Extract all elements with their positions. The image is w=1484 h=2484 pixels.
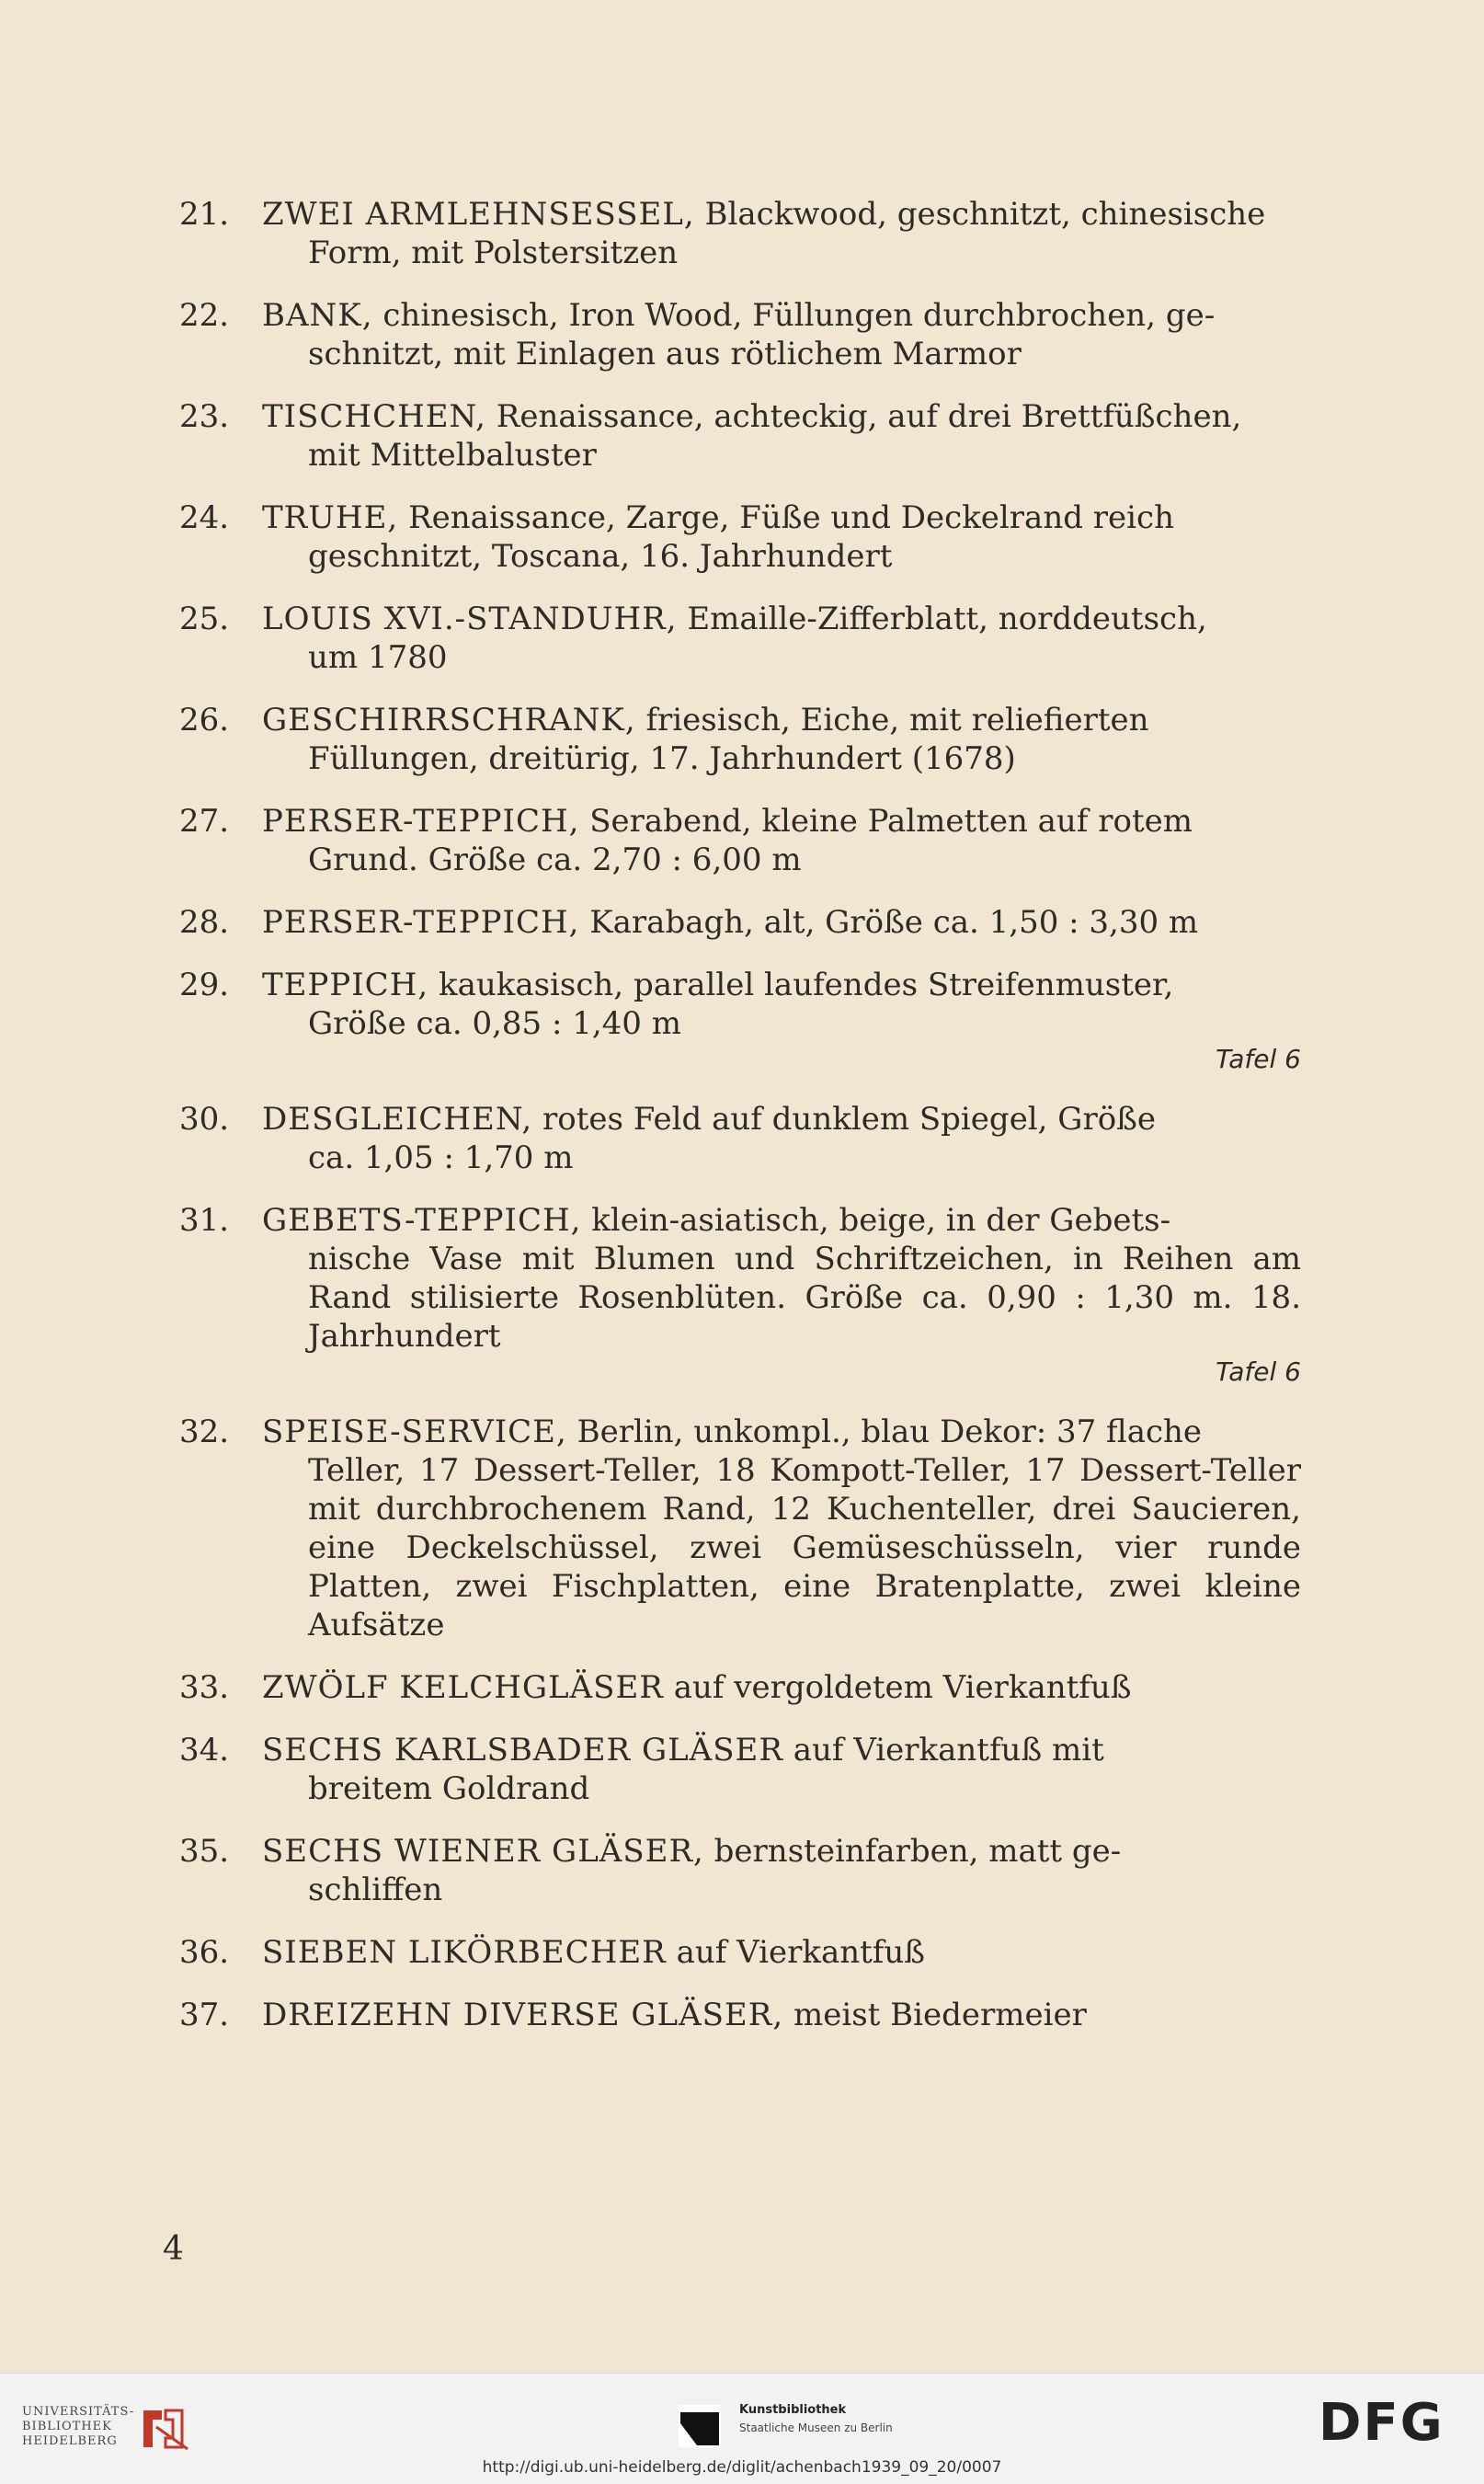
entry-description-continued: ca. 1,05 : 1,70 m <box>308 1139 574 1176</box>
entry-number: 36. <box>179 1934 230 1971</box>
entry-title: SPEISE-SERVICE, <box>262 1414 567 1450</box>
entry-description-continued: geschnitzt, Toscana, 16. Jahrhundert <box>308 538 893 575</box>
catalog-entry <box>179 195 1301 272</box>
entry-text <box>262 966 1301 1043</box>
page-number: 4 <box>163 2230 184 2268</box>
plate-reference: Tafel 6 <box>1216 1044 1301 1074</box>
entry-description: Berlin, unkompl., blau Dekor: 37 flache <box>576 1414 1203 1450</box>
catalog-entry <box>179 1668 1301 1707</box>
entry-title: SIEBEN LIKÖRBECHER <box>262 1934 667 1971</box>
entry-description-continued: nische Vase mit Blumen und Schriftzeichen, in Reihen am Rand stilisierte Rosenblüten. Größe ca. 0,90 : 1,30 m. 18. Jahrhundert <box>308 1241 1301 1355</box>
entry-text <box>262 1668 1301 1707</box>
entry-number: 33. <box>179 1669 230 1706</box>
entry-title: SECHS WIENER GLÄSER, <box>262 1833 704 1870</box>
entry-title: DREIZEHN DIVERSE GLÄSER, <box>262 1997 784 2033</box>
entry-description-continued: Teller, 17 Dessert-Teller, 18 Kompott-Teller, 17 Dessert-Teller mit durchbrochenem Rand, 12 Kuchenteller, drei Saucieren, eine Deckelschüssel, zwei Gemüseschüsseln, vier runde Platten, zwei Fischplatten, eine Bratenplatte, zwei kleine Aufsätze <box>308 1452 1301 1643</box>
permalink-url[interactable]: http://digi.ub.uni-heidelberg.de/diglit/achenbach1939_09_20/0007 <box>482 2458 1002 2477</box>
catalog-entry <box>179 802 1301 879</box>
entry-title: ZWÖLF KELCHGLÄSER <box>262 1669 664 1706</box>
catalog-entry <box>179 903 1301 942</box>
catalog-entry <box>179 1201 1301 1389</box>
entry-text <box>262 397 1301 475</box>
entry-description-continued: schliffen <box>308 1872 443 1908</box>
catalog-entry <box>179 600 1301 677</box>
library-line-2: BIBLIOTHEK <box>22 2420 112 2433</box>
entry-text <box>262 1933 1301 1972</box>
entry-number: 24. <box>179 499 230 536</box>
catalog-entry <box>179 1996 1301 2034</box>
library-line-1: UNIVERSITÄTS- <box>22 2405 135 2419</box>
entry-description: Renaissance, achteckig, auf drei Brettfüßchen, <box>496 398 1242 435</box>
entry-text <box>262 903 1301 942</box>
entry-title: ZWEI ARMLEHNSESSEL, <box>262 196 695 233</box>
entry-description: Karabagh, alt, Größe ca. 1,50 : 3,30 m <box>589 904 1199 941</box>
catalog-entry <box>179 1731 1301 1808</box>
entry-title: LOUIS XVI.-STANDUHR, <box>262 601 678 637</box>
entry-number: 23. <box>179 398 230 435</box>
entry-text <box>262 1731 1301 1808</box>
entry-text <box>262 296 1301 373</box>
entry-number: 37. <box>179 1997 230 2033</box>
catalog-entry <box>179 966 1301 1076</box>
entry-title: BANK, <box>262 297 373 334</box>
catalog-entry <box>179 296 1301 373</box>
entry-description-continued: Grund. Größe ca. 2,70 : 6,00 m <box>308 841 802 878</box>
entry-description-continued: um 1780 <box>308 639 448 676</box>
entry-title: TISCHCHEN, <box>262 398 486 435</box>
ub-heidelberg-logo[interactable] <box>22 2401 206 2456</box>
entry-text <box>262 1413 1301 1644</box>
entry-number: 30. <box>179 1101 230 1138</box>
entry-text <box>262 498 1301 576</box>
entry-number: 21. <box>179 196 230 233</box>
entry-description-continued: Form, mit Polstersitzen <box>308 235 679 271</box>
catalog-entry <box>179 1100 1301 1177</box>
library-line-3: HEIDELBERG <box>22 2434 118 2448</box>
entry-description: Serabend, kleine Palmetten auf rotem <box>589 803 1193 840</box>
entry-description: auf Vierkantfuß <box>676 1934 925 1971</box>
entry-description: auf vergoldetem Vierkantfuß <box>673 1669 1132 1706</box>
entry-title: GESCHIRRSCHRANK, <box>262 702 636 738</box>
entry-description: meist Biedermeier <box>793 1997 1087 2033</box>
entry-description-continued: schnitzt, mit Einlagen aus rötlichem Marmor <box>308 336 1022 372</box>
viewer-footer <box>0 2373 1484 2484</box>
ub-heidelberg-icon <box>134 2401 199 2456</box>
entry-description: rotes Feld auf dunklem Spiegel, Größe <box>542 1101 1157 1138</box>
entry-title: TEPPICH, <box>262 967 429 1003</box>
entry-description-continued: mit Mittelbaluster <box>308 437 597 474</box>
dfg-logo[interactable]: DFG <box>1318 2393 1444 2453</box>
entry-number: 22. <box>179 297 230 334</box>
kb-title: Kunstbibliothek <box>739 2403 847 2417</box>
ub-heidelberg-text <box>22 2405 134 2449</box>
entry-text <box>262 195 1301 272</box>
kb-subtitle: Staatliche Museen zu Berlin <box>739 2421 893 2434</box>
entry-description: friesisch, Eiche, mit reliefierten <box>645 702 1149 738</box>
catalog-entry <box>179 397 1301 475</box>
entry-number: 34. <box>179 1732 230 1769</box>
entry-title: PERSER-TEPPICH, <box>262 904 580 941</box>
entry-description: Renaissance, Zarge, Füße und Deckelrand reich <box>408 499 1174 536</box>
entry-text <box>262 802 1301 879</box>
entry-number: 35. <box>179 1833 230 1870</box>
catalog-entry <box>179 1413 1301 1644</box>
entry-number: 26. <box>179 702 230 738</box>
entry-description: bernsteinfarben, matt ge- <box>713 1833 1122 1870</box>
entry-description: kaukasisch, parallel laufendes Streifenmuster, <box>438 967 1174 1003</box>
entry-description: auf Vierkantfuß mit <box>793 1732 1104 1769</box>
catalog-entry <box>179 1832 1301 1909</box>
entry-number: 27. <box>179 803 230 840</box>
entry-number: 29. <box>179 967 230 1003</box>
entry-title: GEBETS-TEPPICH, <box>262 1202 582 1239</box>
entry-description-continued: Größe ca. 0,85 : 1,40 m <box>308 1005 681 1042</box>
plate-reference: Tafel 6 <box>1216 1356 1301 1387</box>
catalog-list <box>179 195 1301 2058</box>
entry-number: 32. <box>179 1414 230 1450</box>
entry-title: PERSER-TEPPICH, <box>262 803 580 840</box>
catalog-entry <box>179 498 1301 576</box>
entry-number: 31. <box>179 1202 230 1239</box>
entry-description: klein-asiatisch, beige, in der Gebets- <box>591 1202 1171 1239</box>
entry-text <box>262 1832 1301 1909</box>
entry-text <box>262 701 1301 778</box>
entry-number: 25. <box>179 601 230 637</box>
entry-title: TRUHE, <box>262 499 399 536</box>
kunstbibliothek-logo[interactable] <box>679 2401 936 2447</box>
entry-description: chinesisch, Iron Wood, Füllungen durchbrochen, ge- <box>382 297 1216 334</box>
catalog-entry <box>179 701 1301 778</box>
entry-number: 28. <box>179 904 230 941</box>
entry-title: SECHS KARLSBADER GLÄSER <box>262 1732 783 1769</box>
entry-text <box>262 1100 1301 1177</box>
entry-description-continued: Füllungen, dreitürig, 17. Jahrhundert (1678) <box>308 740 1016 777</box>
entry-text <box>262 1996 1301 2034</box>
entry-description-continued: breitem Goldrand <box>308 1770 590 1807</box>
entry-text <box>262 1201 1301 1356</box>
entry-description: Emaille-Zifferblatt, norddeutsch, <box>687 601 1207 637</box>
catalog-entry <box>179 1933 1301 1972</box>
entry-text <box>262 600 1301 677</box>
kunstbibliothek-icon <box>679 2405 721 2447</box>
entry-description: Blackwood, geschnitzt, chinesische <box>704 196 1266 233</box>
entry-title: DESGLEICHEN, <box>262 1101 533 1138</box>
